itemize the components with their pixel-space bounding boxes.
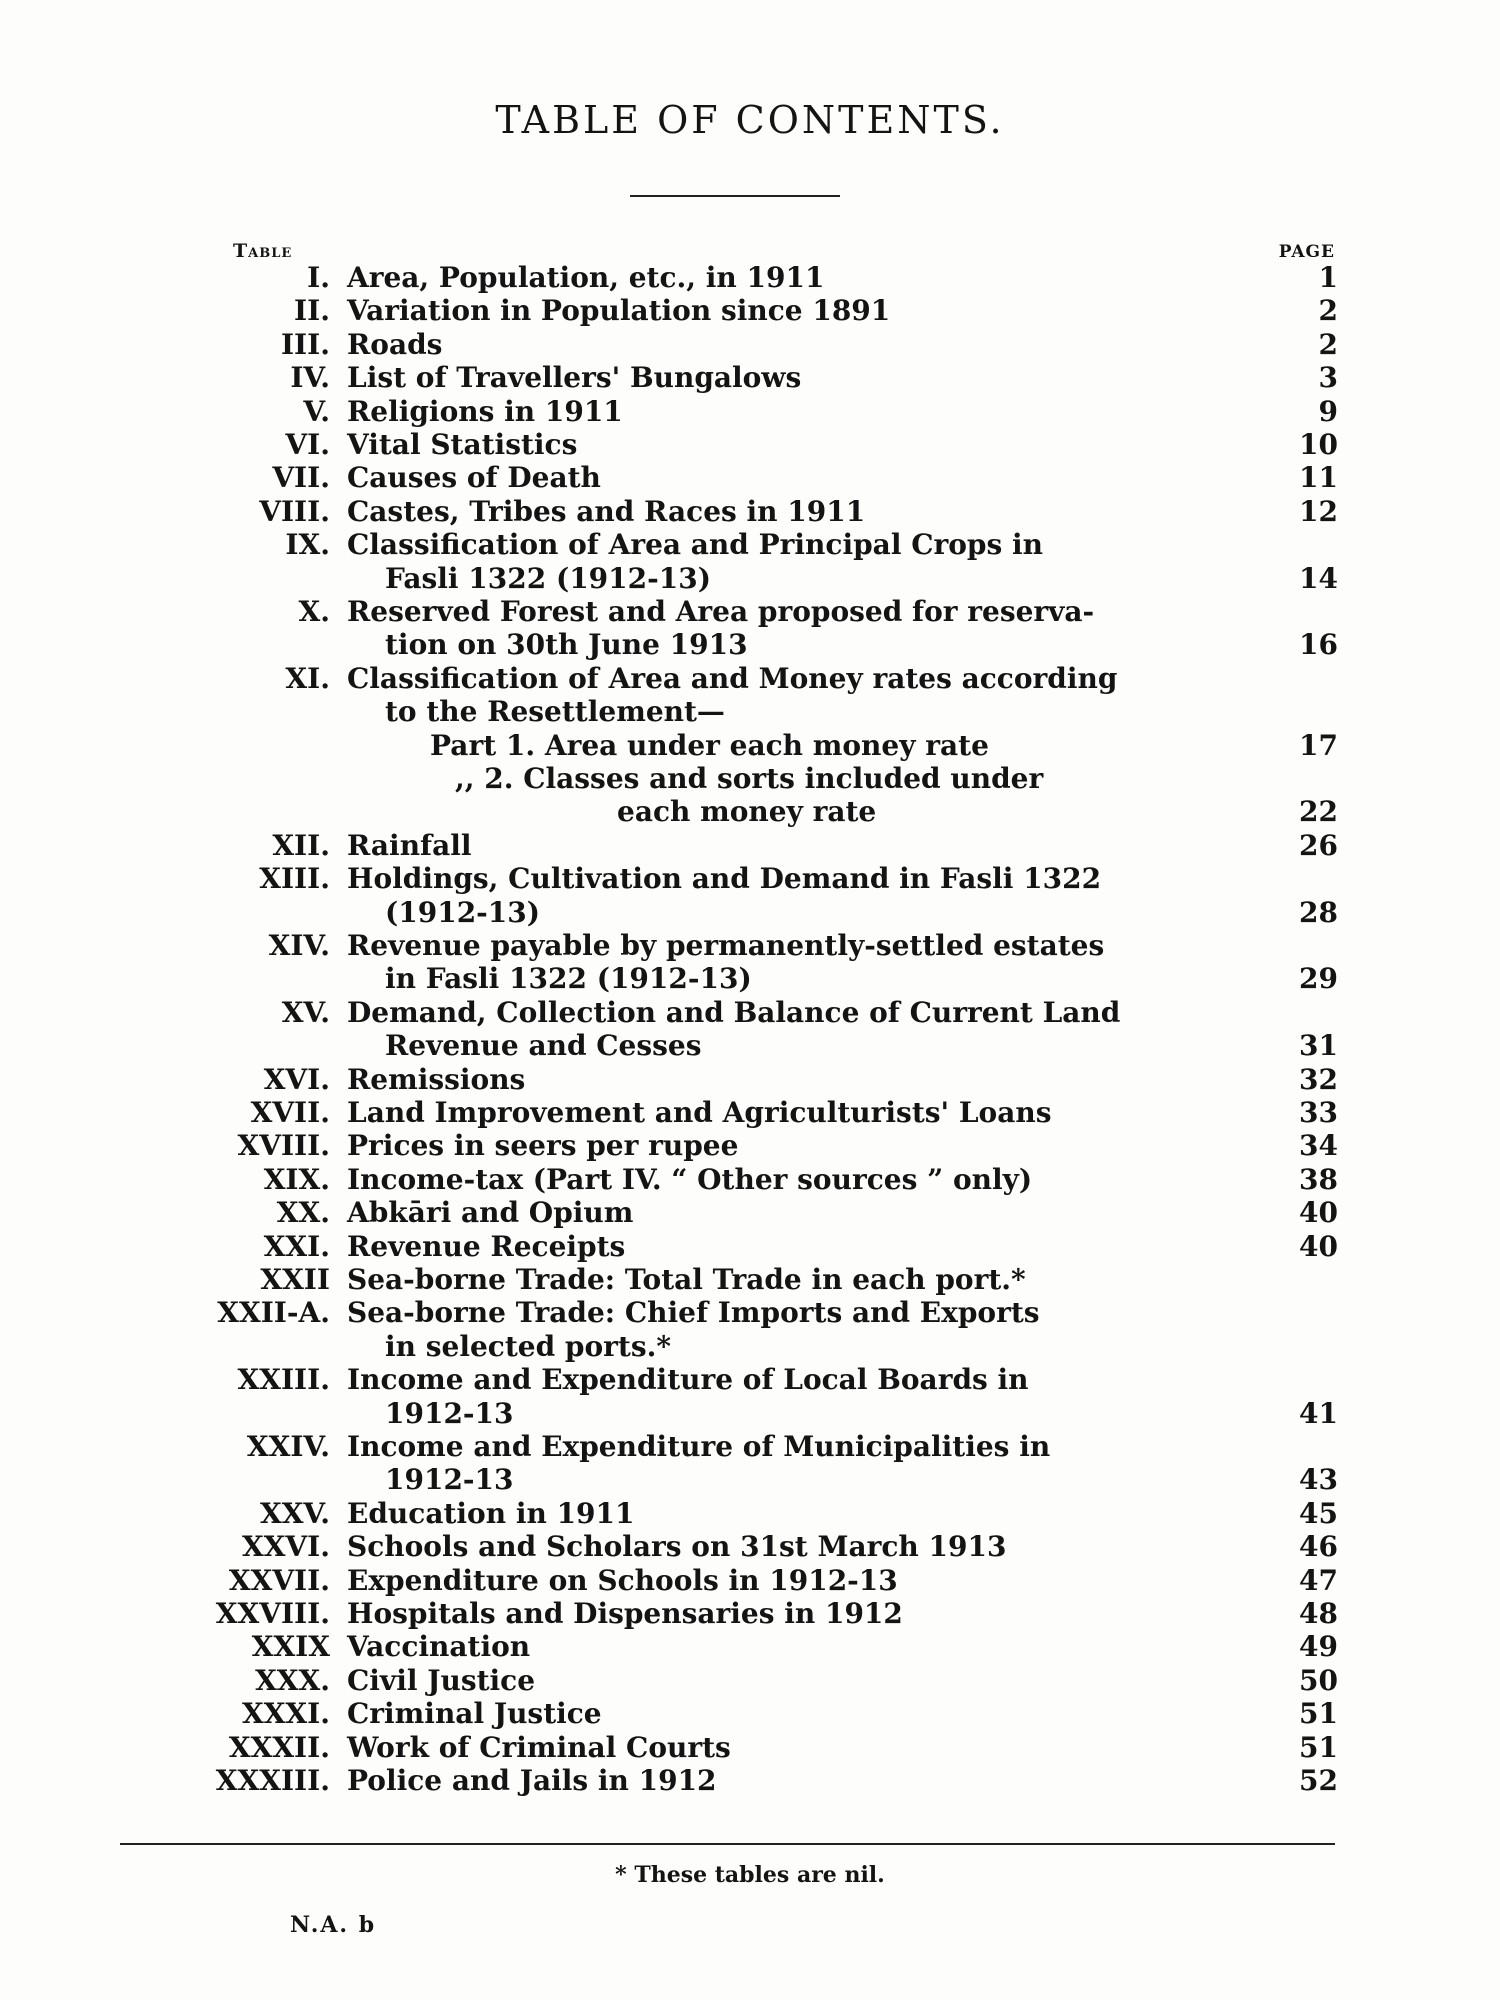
page-number: 1: [1318, 261, 1338, 294]
table-title-line: Rainfall: [347, 829, 472, 862]
table-title-line: Education in 1911: [347, 1497, 635, 1530]
table-title-line: Sea-borne Trade: Chief Imports and Exports: [347, 1296, 1040, 1329]
page-title: TABLE OF CONTENTS.: [495, 98, 1005, 142]
table-title-line: Income and Expenditure of Municipalities in: [347, 1430, 1051, 1463]
page-number: 2: [1318, 294, 1338, 327]
table-number: XI.: [285, 662, 330, 695]
table-number: IV.: [290, 361, 330, 394]
table-title-line: Sea-borne Trade: Total Trade in each port.*: [347, 1263, 1026, 1296]
table-number: XX.: [276, 1196, 330, 1229]
page-number: 17: [1299, 729, 1338, 762]
table-number: I.: [307, 261, 330, 294]
table-number: XIV.: [268, 929, 330, 962]
page-number: 46: [1299, 1530, 1338, 1563]
page-number: 31: [1299, 1029, 1338, 1062]
table-number: III.: [280, 328, 330, 361]
table-number: XII.: [272, 829, 330, 862]
table-title-line: Revenue Receipts: [347, 1230, 626, 1263]
table-title-line: Schools and Scholars on 31st March 1913: [347, 1530, 1007, 1563]
table-number: XXII: [260, 1263, 330, 1296]
table-title-line: tion on 30th June 1913: [385, 628, 748, 661]
page-number: 40: [1299, 1196, 1338, 1229]
table-number: IX.: [285, 528, 330, 561]
table-title-line: Expenditure on Schools in 1912-13: [347, 1564, 898, 1597]
page-number: 9: [1318, 395, 1338, 428]
table-title-line: Classification of Area and Money rates according: [347, 662, 1118, 695]
table-title-line: Land Improvement and Agriculturists' Loans: [347, 1096, 1052, 1129]
table-title-line: Reserved Forest and Area proposed for reserva-: [347, 595, 1095, 628]
page-number: 16: [1299, 628, 1338, 661]
table-number: VII.: [272, 461, 330, 494]
table-number: XXI.: [263, 1230, 330, 1263]
page-number: 2: [1318, 328, 1338, 361]
page-number: 29: [1299, 962, 1338, 995]
page-number: 34: [1299, 1129, 1338, 1162]
table-number: XIII.: [259, 862, 330, 895]
table-title-line: 1912-13: [385, 1397, 514, 1430]
table-title-line: Demand, Collection and Balance of Current Land: [347, 996, 1121, 1029]
table-title-line: Hospitals and Dispensaries in 1912: [347, 1597, 903, 1630]
page-column-header: PAGE: [1278, 242, 1335, 262]
table-number: XXVI.: [241, 1530, 330, 1563]
page-number: 51: [1299, 1697, 1338, 1730]
table-number: X.: [298, 595, 330, 628]
table-title-line: Holdings, Cultivation and Demand in Fasli 1322: [347, 862, 1102, 895]
table-number: XXXI.: [241, 1697, 330, 1730]
page-number: 45: [1299, 1497, 1338, 1530]
page-number: 38: [1299, 1163, 1338, 1196]
table-title-line: Roads: [347, 328, 443, 361]
table-title-line: Fasli 1322 (1912-13): [385, 562, 711, 595]
table-number: XVII.: [250, 1096, 330, 1129]
table-number: V.: [303, 395, 330, 428]
table-number: VI.: [285, 428, 330, 461]
page-number: 22: [1299, 795, 1338, 828]
table-number: XXII-A.: [217, 1296, 330, 1329]
table-title-line: Vaccination: [347, 1630, 531, 1663]
page-number: 12: [1299, 495, 1338, 528]
table-title-line: Civil Justice: [347, 1664, 536, 1697]
table-title-line: List of Travellers' Bungalows: [347, 361, 802, 394]
page-number: 26: [1299, 829, 1338, 862]
table-number: XIX.: [263, 1163, 330, 1196]
table-title-line: Variation in Population since 1891: [347, 294, 891, 327]
page-number: 48: [1299, 1597, 1338, 1630]
page-number: 49: [1299, 1630, 1338, 1663]
page-number: 43: [1299, 1463, 1338, 1496]
page-number: 10: [1299, 428, 1338, 461]
footer-rule: [120, 1843, 1335, 1845]
table-title-line: Part 1. Area under each money rate: [430, 729, 989, 762]
table-title-line: ,, 2. Classes and sorts included under: [455, 762, 1044, 795]
table-title-line: Castes, Tribes and Races in 1911: [347, 495, 866, 528]
page-number: 3: [1318, 361, 1338, 394]
table-title-line: Revenue and Cesses: [385, 1029, 702, 1062]
table-number: XXVIII.: [215, 1597, 330, 1630]
table-number: XXXII.: [228, 1731, 330, 1764]
page-number: 40: [1299, 1230, 1338, 1263]
table-title-line: Criminal Justice: [347, 1697, 602, 1730]
table-number: XVI.: [263, 1063, 330, 1096]
table-title-line: Revenue payable by permanently-settled estates: [347, 929, 1105, 962]
table-title-line: each money rate: [617, 795, 877, 828]
table-title-line: in selected ports.*: [385, 1330, 671, 1363]
table-number: XXX.: [255, 1664, 330, 1697]
table-column-header: Table: [233, 240, 293, 262]
table-title-line: Income-tax (Part IV. “ Other sources ” only): [347, 1163, 1033, 1196]
table-number: XXIV.: [246, 1430, 330, 1463]
page-number: 41: [1299, 1397, 1338, 1430]
page-number: 52: [1299, 1764, 1338, 1797]
table-title-line: in Fasli 1322 (1912-13): [385, 962, 752, 995]
table-number: XXIII.: [237, 1363, 330, 1396]
table-title-line: to the Resettlement—: [385, 695, 725, 728]
page-number: 47: [1299, 1564, 1338, 1597]
title-rule: [630, 195, 840, 197]
page-number: 33: [1299, 1096, 1338, 1129]
page-number: 50: [1299, 1664, 1338, 1697]
table-title-line: Income and Expenditure of Local Boards in: [347, 1363, 1029, 1396]
table-title-line: Work of Criminal Courts: [347, 1731, 731, 1764]
footnote: * These tables are nil.: [615, 1862, 885, 1888]
table-number: XVIII.: [237, 1129, 330, 1162]
table-title-line: Area, Population, etc., in 1911: [347, 261, 825, 294]
table-title-line: Causes of Death: [347, 461, 601, 494]
page-number: 51: [1299, 1731, 1338, 1764]
table-title-line: 1912-13: [385, 1463, 514, 1496]
table-title-line: Classification of Area and Principal Crops in: [347, 528, 1043, 561]
table-number: XXIX: [251, 1630, 330, 1663]
page-number: 28: [1299, 896, 1338, 929]
table-title-line: Police and Jails in 1912: [347, 1764, 717, 1797]
table-title-line: (1912-13): [385, 896, 541, 929]
signature-mark: N.A. b: [290, 1912, 377, 1938]
page-number: 14: [1299, 562, 1338, 595]
page-number: 32: [1299, 1063, 1338, 1096]
table-number: XV.: [281, 996, 330, 1029]
table-title-line: Prices in seers per rupee: [347, 1129, 739, 1162]
table-title-line: Religions in 1911: [347, 395, 623, 428]
table-number: XXVII.: [228, 1564, 330, 1597]
table-number: XXXIII.: [215, 1764, 330, 1797]
table-title-line: Vital Statistics: [347, 428, 578, 461]
table-number: XXV.: [259, 1497, 330, 1530]
table-number: II.: [294, 294, 330, 327]
page-number: 11: [1299, 461, 1338, 494]
table-number: VIII.: [259, 495, 330, 528]
table-title-line: Remissions: [347, 1063, 526, 1096]
table-title-line: Abkāri and Opium: [347, 1196, 634, 1229]
